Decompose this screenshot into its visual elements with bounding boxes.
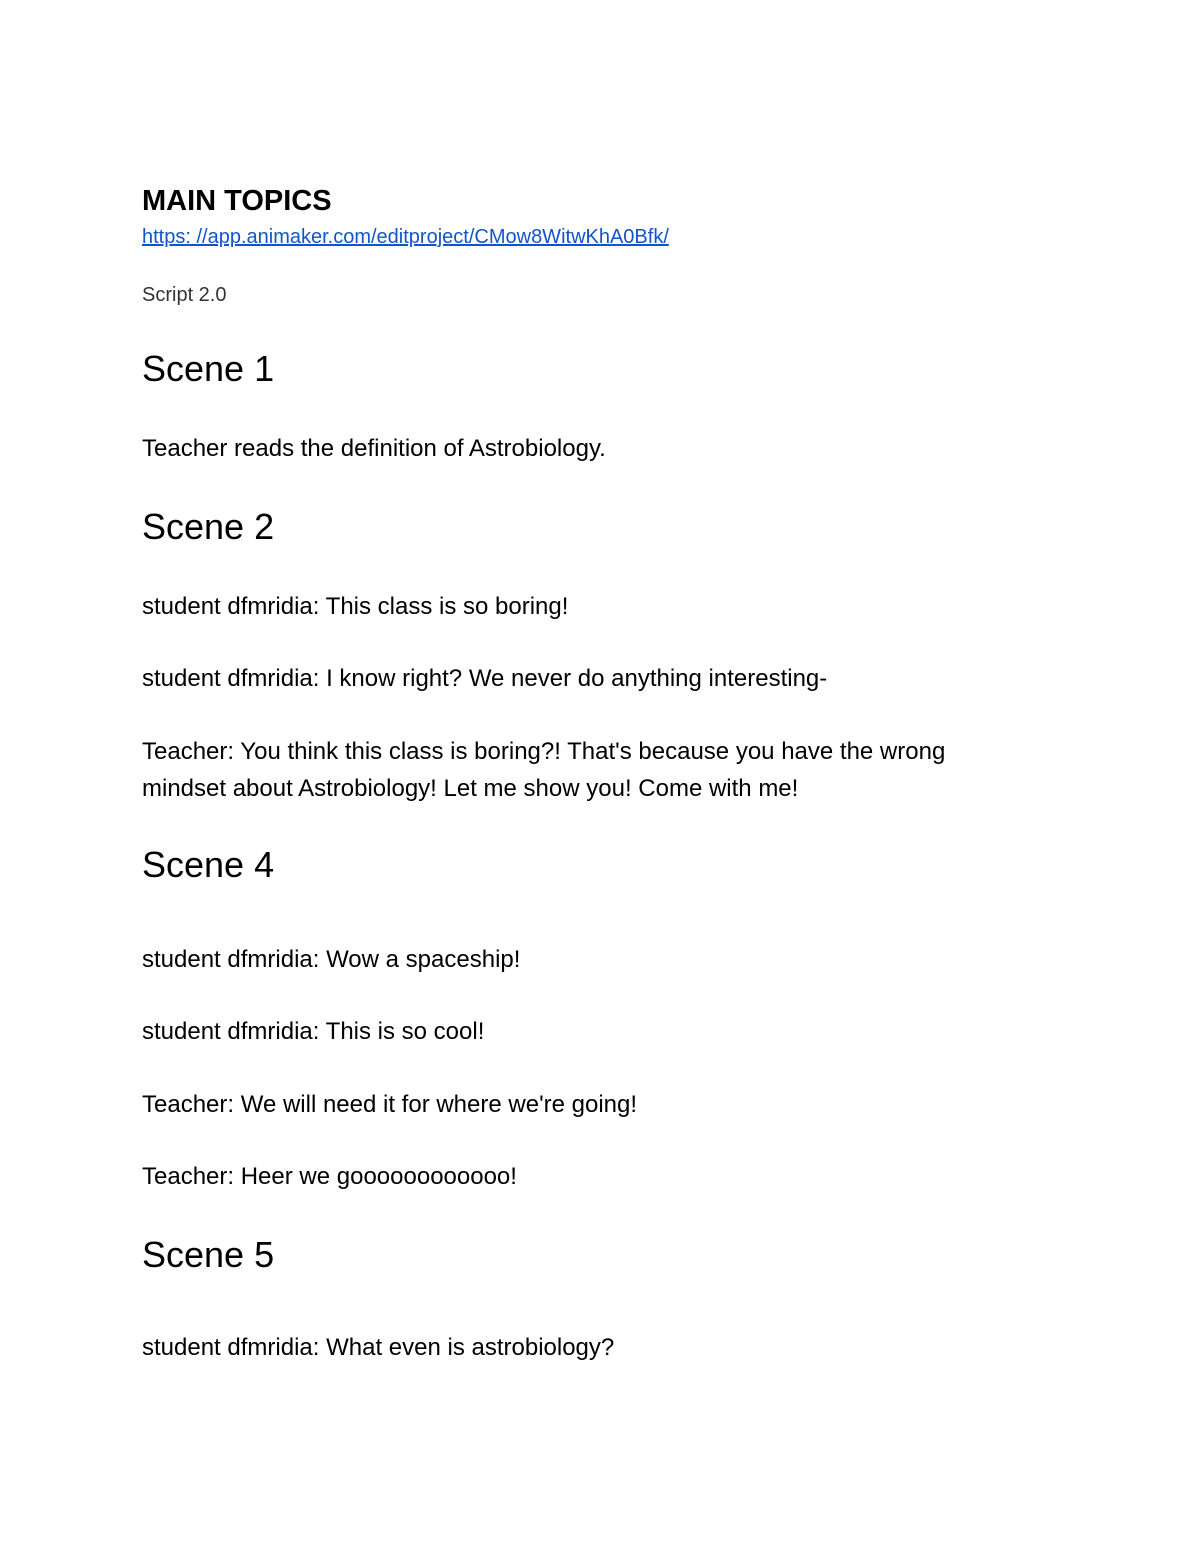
script-line: Teacher: We will need it for where we're going! — [142, 1091, 638, 1118]
document-title: MAIN TOPICS — [142, 185, 332, 217]
script-line: Teacher: Heer we goooooooooooo! — [142, 1163, 517, 1190]
scene-heading: Scene 2 — [142, 506, 275, 547]
script-line: student dfmridia: This class is so boring! — [142, 593, 569, 620]
script-version: Script 2.0 — [142, 284, 227, 306]
script-line: student dfmridia: I know right? We never do anything interesting- — [142, 665, 828, 692]
script-line: student dfmridia: Wow a spaceship! — [142, 946, 521, 973]
scene-heading: Scene 4 — [142, 844, 275, 885]
scene-heading: Scene 1 — [142, 348, 275, 389]
project-link[interactable]: https: //app.animaker.com/editproject/CMow8WitwKhA0Bfk/ — [142, 226, 669, 248]
scene-heading: Scene 5 — [142, 1234, 275, 1275]
script-line: student dfmridia: This is so cool! — [142, 1018, 485, 1045]
script-line: Teacher: You think this class is boring?! That's because you have the wrong mindset about Astrobiology! Let me show you! Come with me! — [142, 738, 946, 802]
script-line: Teacher reads the definition of Astrobiology. — [142, 435, 606, 462]
script-line: student dfmridia: What even is astrobiology? — [142, 1334, 615, 1361]
